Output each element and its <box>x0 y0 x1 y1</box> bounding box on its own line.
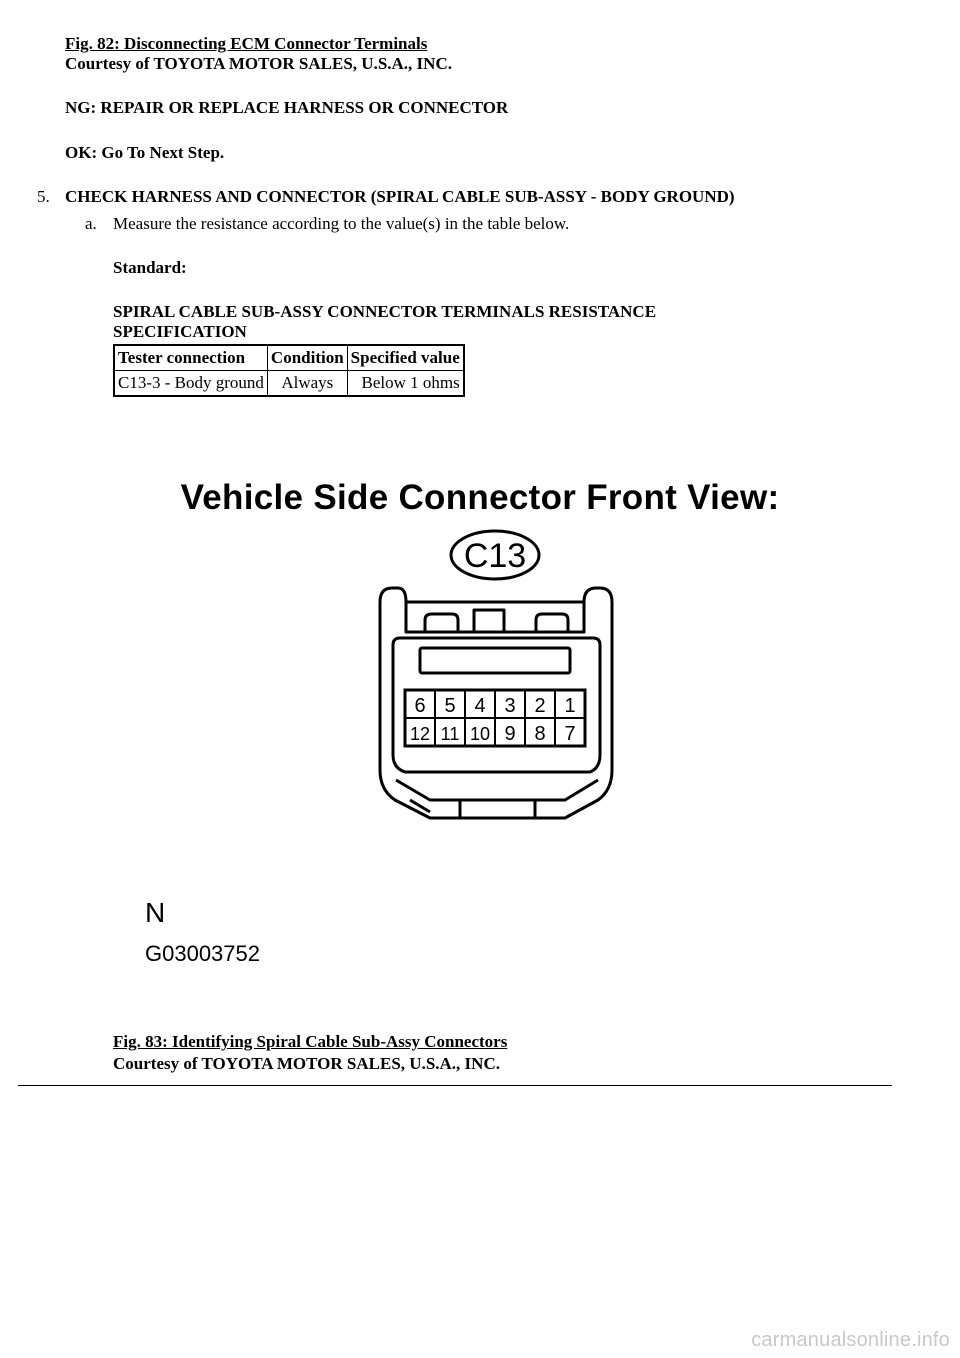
diagram-title: Vehicle Side Connector Front View: <box>180 478 780 517</box>
terminal-9: 9 <box>504 723 516 745</box>
terminal-7: 7 <box>564 723 576 745</box>
fig82-courtesy: Courtesy of TOYOTA MOTOR SALES, U.S.A., INC. <box>65 54 452 73</box>
header-tester-connection: Tester connection <box>114 345 267 371</box>
standard-label: Standard: <box>113 258 187 277</box>
legend-letter: N <box>145 897 166 928</box>
cell-tester-connection: C13-3 - Body ground <box>114 371 267 397</box>
result-ok: OK: Go To Next Step. <box>65 143 225 162</box>
page-divider <box>18 1085 892 1086</box>
terminal-grid <box>405 690 585 746</box>
fig82-title: Fig. 82: Disconnecting ECM Connector Terminals <box>65 34 428 53</box>
terminal-10: 10 <box>469 724 491 744</box>
table-title-line1: SPIRAL CABLE SUB-ASSY CONNECTOR TERMINALS RESISTANCE <box>113 302 657 321</box>
terminal-11: 11 <box>440 724 460 744</box>
substep-letter: a. <box>85 214 97 233</box>
watermark: carmanualsonline.info <box>751 1329 950 1351</box>
connector-label-badge <box>451 531 539 579</box>
figure-code: G03003752 <box>145 941 260 966</box>
terminal-3: 3 <box>504 695 516 717</box>
step-title: CHECK HARNESS AND CONNECTOR (SPIRAL CABLE SUB-ASSY - BODY GROUND) <box>65 187 735 206</box>
connector-label: C13 <box>463 537 527 575</box>
cell-specified-value: Below 1 ohms <box>347 371 464 397</box>
terminal-6: 6 <box>414 695 426 717</box>
terminal-4: 4 <box>474 695 486 717</box>
table-title-line2: SPECIFICATION <box>113 322 247 341</box>
fig83-title: Fig. 83: Identifying Spiral Cable Sub-Assy Connectors <box>113 1032 508 1051</box>
substep-text: Measure the resistance according to the value(s) in the table below. <box>113 214 570 233</box>
terminal-8: 8 <box>534 723 546 745</box>
step-number: 5. <box>37 187 50 206</box>
terminal-1: 1 <box>564 695 576 717</box>
cell-condition: Always <box>267 371 347 397</box>
fig83-courtesy: Courtesy of TOYOTA MOTOR SALES, U.S.A., INC. <box>113 1054 500 1073</box>
terminal-5: 5 <box>444 695 456 717</box>
terminal-12: 12 <box>409 724 431 744</box>
header-specified-value: Specified value <box>347 345 464 371</box>
terminal-2: 2 <box>534 695 546 717</box>
header-condition: Condition <box>267 345 347 371</box>
result-ng: NG: REPAIR OR REPLACE HARNESS OR CONNECTOR <box>65 98 509 117</box>
